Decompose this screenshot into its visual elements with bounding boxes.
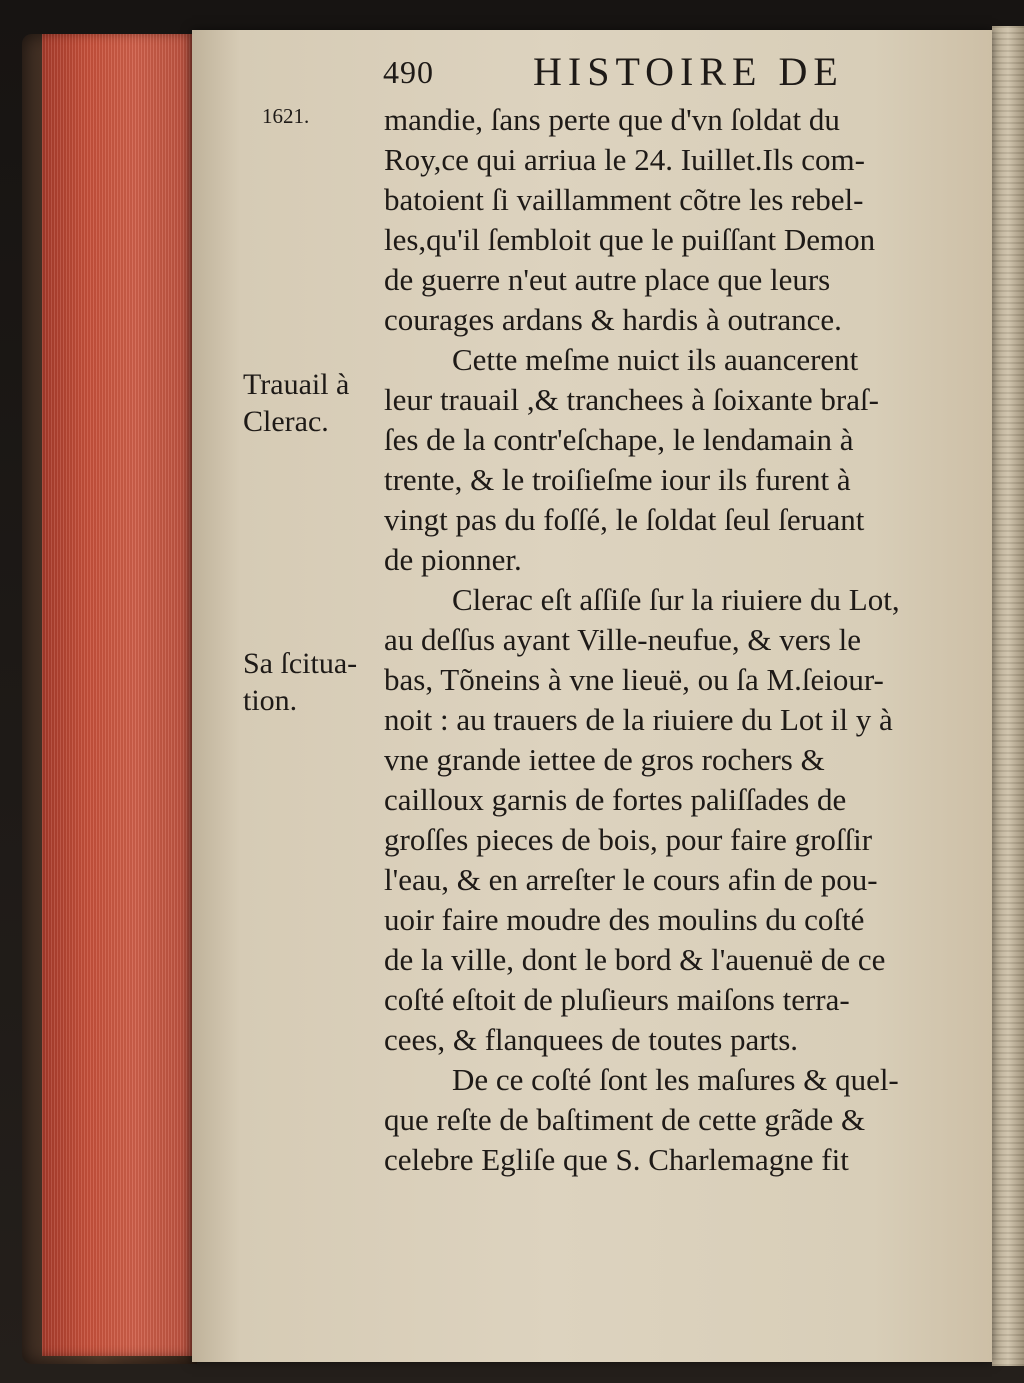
margin-note-situation [243, 645, 357, 719]
text-line: batoient ſi vaillamment cõtre les rebel- [384, 182, 864, 217]
text-line: que reſte de baſtiment de cette grãde & [384, 1102, 866, 1137]
text-line: leur trauail ,& tranchees à ſoixante braſ- [384, 382, 879, 417]
margin-note-line: tion. [243, 684, 298, 717]
text-line: de la ville, dont le bord & l'auenuë de ce [384, 942, 886, 977]
text-line: les,qu'il ſembloit que le puiſſant Demon [384, 222, 876, 257]
text-line: Clerac eſt aſſiſe ſur la riuiere du Lot, [452, 582, 900, 617]
text-line: vingt pas du foſſé, le ſoldat ſeul ſeruant [384, 502, 865, 537]
text-line: cailloux garnis de fortes paliſſades de [384, 782, 847, 817]
text-line: courages ardans & hardis à outrance. [384, 302, 842, 337]
red-page-edges [42, 34, 197, 1356]
text-line: uoir faire moudre des moulins du coſté [384, 902, 865, 937]
text-line: Roy,ce qui arriua le 24. Iuillet.Ils com- [384, 142, 865, 177]
text-line: de guerre n'eut autre place que leurs [384, 262, 831, 297]
margin-note-line: Sa ſcitua- [243, 647, 358, 680]
page-number: 490 [383, 54, 434, 90]
text-line: cees, & flanquees de toutes parts. [384, 1022, 799, 1057]
page-header [383, 48, 943, 94]
margin-year: 1621. [262, 104, 310, 128]
text-line: de pionner. [384, 542, 522, 577]
text-line: groſſes pieces de bois, pour faire groſſir [384, 822, 873, 857]
running-title: HISTOIRE DE [533, 49, 844, 94]
text-line: coſté eſtoit de pluſieurs maiſons terra- [384, 982, 850, 1017]
text-line: bas, Tõneins à vne lieuë, ou ſa M.ſeiour- [384, 662, 884, 697]
text-line: De ce coſté ſont les maſures & quel- [452, 1062, 899, 1097]
text-line: l'eau, & en arreſter le cours afin de pou- [384, 862, 878, 897]
text-line: ſes de la contr'eſchape, le lendamain à [384, 422, 854, 457]
text-line: celebre Egliſe que S. Charlemagne fit [384, 1142, 849, 1177]
margin-note-trauail [243, 366, 349, 440]
margin-note-line: Trauail à [243, 368, 350, 401]
text-line: trente, & le troiſieſme iour ils furent à [384, 462, 851, 497]
text-line: noit : au trauers de la riuiere du Lot il y à [384, 702, 893, 737]
text-line: vne grande iettee de gros rochers & [384, 742, 825, 777]
right-page-stack [992, 26, 1024, 1366]
text-line: mandie, ſans perte que d'vn ſoldat du [384, 102, 840, 137]
text-line: au deſſus ayant Ville-neufue, & vers le [384, 622, 862, 657]
margin-note-line: Clerac. [243, 405, 329, 438]
text-line: Cette meſme nuict ils auancerent [452, 342, 859, 377]
